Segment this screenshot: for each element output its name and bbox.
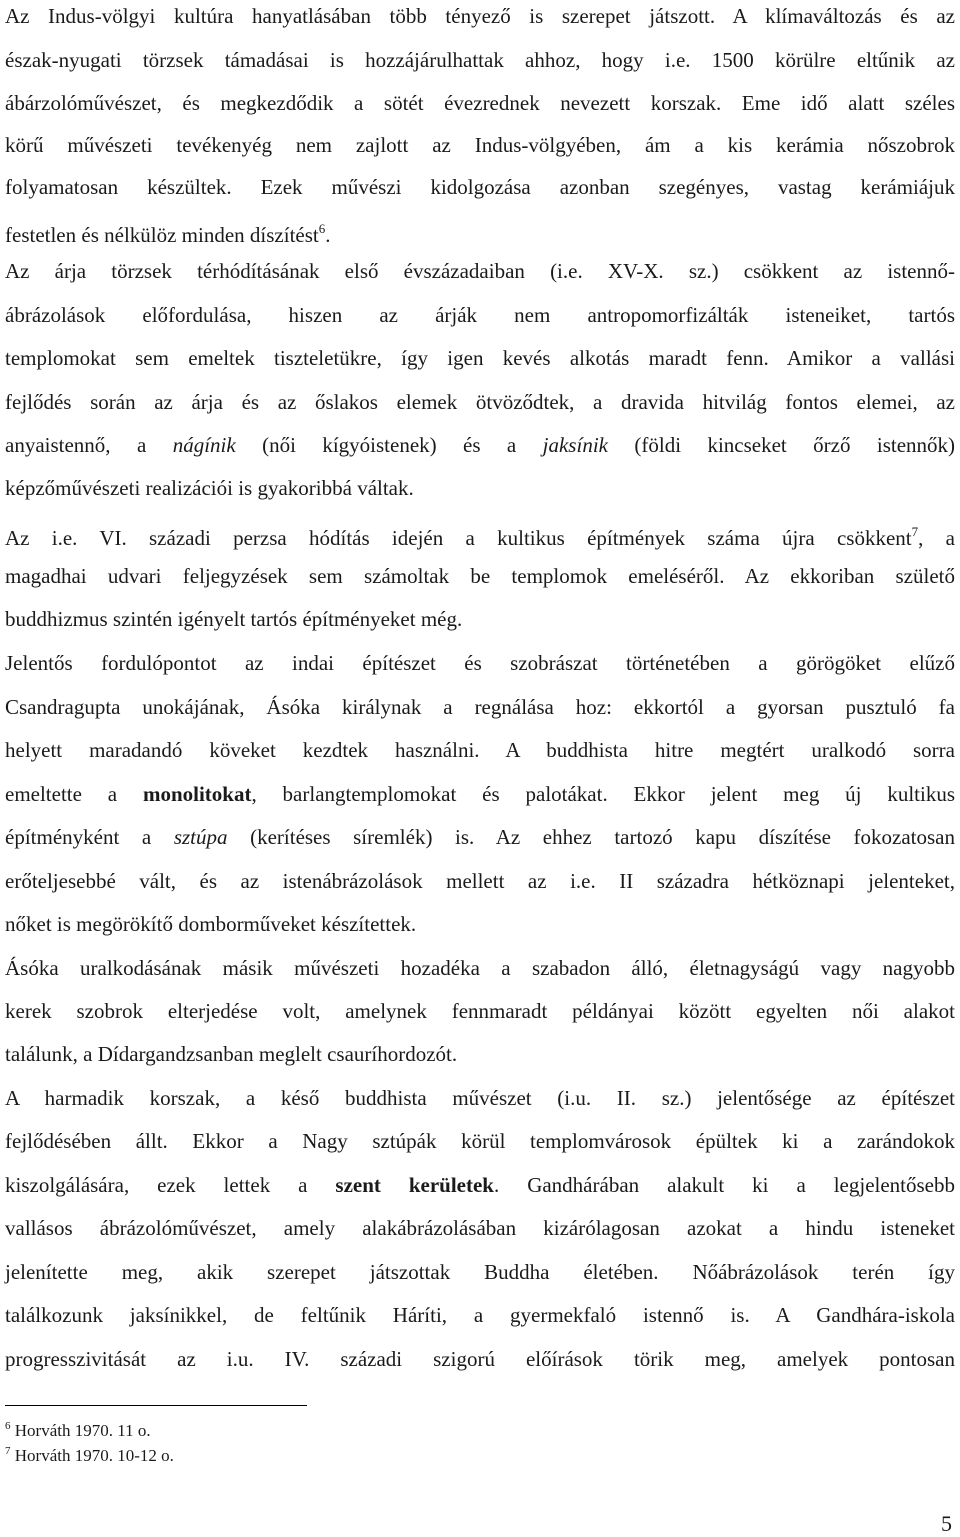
text-run: erőteljesebbé vált, és az istenábrázolások mellett az i.e. II századra hétköznapi jelenteket, (5, 869, 955, 893)
text-run: Az Indus-völgyi kultúra hanyatlásában több tényező is szerepet játszott. A klímaváltozás és az (5, 4, 955, 28)
footnote-mark: 6 (5, 1420, 11, 1432)
text-run: jelenítette meg, akik szerepet játszottak Buddha életében. Nőábrázolások terén így (5, 1260, 955, 1284)
body-line (5, 780, 955, 808)
text-run: . Gandhárában alakult ki a legjelentősebb (494, 1173, 956, 1197)
text-run: kerek szobrok elterjedése volt, amelynek fennmaradt példányai között egyelten női alakot (5, 999, 955, 1023)
body-line (5, 474, 955, 502)
text-run: Jelentős fordulópontot az indai építészet és szobrászat történetében a görögöket elűző (5, 651, 955, 675)
body-line (5, 1171, 955, 1199)
body-line (5, 736, 955, 764)
text-run: Az i.e. VI. századi perzsa hódítás idején a kultikus építmények száma újra csökkent (5, 526, 912, 550)
text-run: emeltette a (5, 782, 143, 806)
body-line (5, 605, 955, 633)
body-line (5, 89, 955, 117)
text-run: építményként a (5, 825, 174, 849)
body-line (5, 131, 955, 159)
text-run: anyaistennő, a (5, 433, 173, 457)
body-line (5, 1127, 955, 1155)
body-line (5, 997, 955, 1025)
footnote-separator (5, 1405, 307, 1406)
text-run: Ásóka uralkodásának másik művészeti hozadéka a szabadon álló, életnagyságú vagy nagyobb (5, 956, 955, 980)
text-run: A harmadik korszak, a késő buddhista művészet (i.u. II. sz.) jelentősége az építészet (5, 1086, 955, 1110)
text-run: folyamatosan készültek. Ezek művészi kidolgozása azonban szegényes, vastag kerámiájuk (5, 175, 955, 199)
body-line (5, 693, 955, 721)
footnote-ref[interactable]: 6 (318, 221, 326, 236)
text-run: progresszivitását az i.u. IV. századi szigorú előírások törik meg, amelyek pontosan (5, 1347, 955, 1371)
text-run: helyett maradandó köveket kezdtek használni. A buddhista hitre megtért uralkodó sorra (5, 738, 955, 762)
text-run: észak-nyugati törzsek támadásai is hozzájárulhattak ahhoz, hogy i.e. 1500 körülre eltűnik az (5, 48, 955, 72)
italic-term: nágínik (172, 433, 236, 457)
body-line (5, 344, 955, 372)
text-run: fejlődés során az árja és az őslakos elemek ötvöződtek, a dravida hitvilág fontos elemei, az (5, 390, 955, 414)
body-line (5, 910, 955, 938)
body-line (5, 562, 955, 590)
italic-term: jaksínik (542, 433, 608, 457)
body-line (5, 867, 955, 895)
body-line (5, 1345, 955, 1373)
bold-term: monolitokat (142, 782, 252, 806)
body-line (5, 1040, 955, 1068)
text-run: , a (918, 526, 955, 550)
text-run: Csandragupta unokájának, Ásóka királynak a regnálása hoz: ekkortól a gyorsan pusztuló fa (5, 695, 955, 719)
body-line (5, 388, 955, 416)
text-run: találkozunk jaksínikkel, de feltűnik Háríti, a gyermekfaló istennő is. A Gandhára-iskola (5, 1303, 955, 1327)
body-line (5, 1214, 955, 1242)
text-run: (női kígyóistenek) és a (235, 433, 543, 457)
body-line (5, 823, 955, 851)
footnote-text: Horváth 1970. 10-12 o. (14, 1446, 174, 1465)
footnote-ref[interactable]: 7 (911, 524, 919, 539)
text-run: , barlangtemplomokat és palotákat. Ekkor jelent meg új kultikus (251, 782, 956, 806)
body-line (5, 1301, 955, 1329)
footnote (5, 1415, 151, 1442)
body-line (5, 257, 955, 285)
text-run: ábrázolások előfordulása, hiszen az árják nem antropomorfizálták isteneiket, tartós (5, 303, 955, 327)
text-run: kiszolgálására, ezek lettek a (5, 1173, 336, 1197)
text-run: körű művészeti tevékenyég nem zajlott az Indus-völgyében, ám a kis kerámia nőszobrok (5, 133, 955, 157)
page-number: 5 (941, 1511, 952, 1536)
text-run: (kerítéses síremlék) is. Az ehhez tartozó kapu díszítése fokozatosan (227, 825, 956, 849)
body-line (5, 1258, 955, 1286)
body-line (5, 173, 955, 201)
footnote-text: Horváth 1970. 11 o. (14, 1421, 151, 1440)
text-run: vallásos ábrázolóművészet, amely alakábrázolásában kizárólagosan azokat a hindu isteneket (5, 1216, 955, 1240)
body-line (5, 431, 955, 459)
text-run: (földi kincseket őrző istennők) (607, 433, 956, 457)
body-line (5, 1084, 955, 1112)
text-run: templomokat sem emeltek tiszteletükre, így igen kevés alkotás maradt fenn. Amikor a vallási (5, 346, 955, 370)
text-run: buddhizmus szintén igényelt tartós építményeket még. (5, 607, 463, 631)
italic-term: sztúpa (173, 825, 228, 849)
body-line (5, 518, 955, 552)
text-run: nőket is megörökítő domborműveket készítettek. (5, 912, 417, 936)
body-line (5, 301, 955, 329)
body-line (5, 46, 955, 74)
text-run: festetlen és nélkülöz minden díszítést (5, 223, 319, 247)
body-line (5, 2, 955, 30)
text-run: . (325, 223, 331, 247)
body-line (5, 215, 955, 249)
text-run: magadhai udvari feljegyzések sem számoltak be templomok emeléséről. Az ekkoriban születő (5, 564, 955, 588)
body-line (5, 954, 955, 982)
text-run: fejlődésében állt. Ekkor a Nagy sztúpák körül templomvárosok épültek ki a zarándokok (5, 1129, 955, 1153)
text-run: ábárzolóművészet, és megkezdődik a sötét évezrednek nevezett korszak. Eme idő alatt széles (5, 91, 955, 115)
bold-term: szent kerületek (335, 1173, 494, 1197)
body-line (5, 649, 955, 677)
text-run: találunk, a Dídargandzsanban meglelt csauríhordozót. (5, 1042, 458, 1066)
text-run: képzőművészeti realizációi is gyakoribbá váltak. (5, 476, 414, 500)
footnote-mark: 7 (5, 1445, 11, 1457)
text-run: Az árja törzsek térhódításának első évszázadaiban (i.e. XV-X. sz.) csökkent az istennő- (5, 259, 955, 283)
footnote (5, 1440, 174, 1467)
